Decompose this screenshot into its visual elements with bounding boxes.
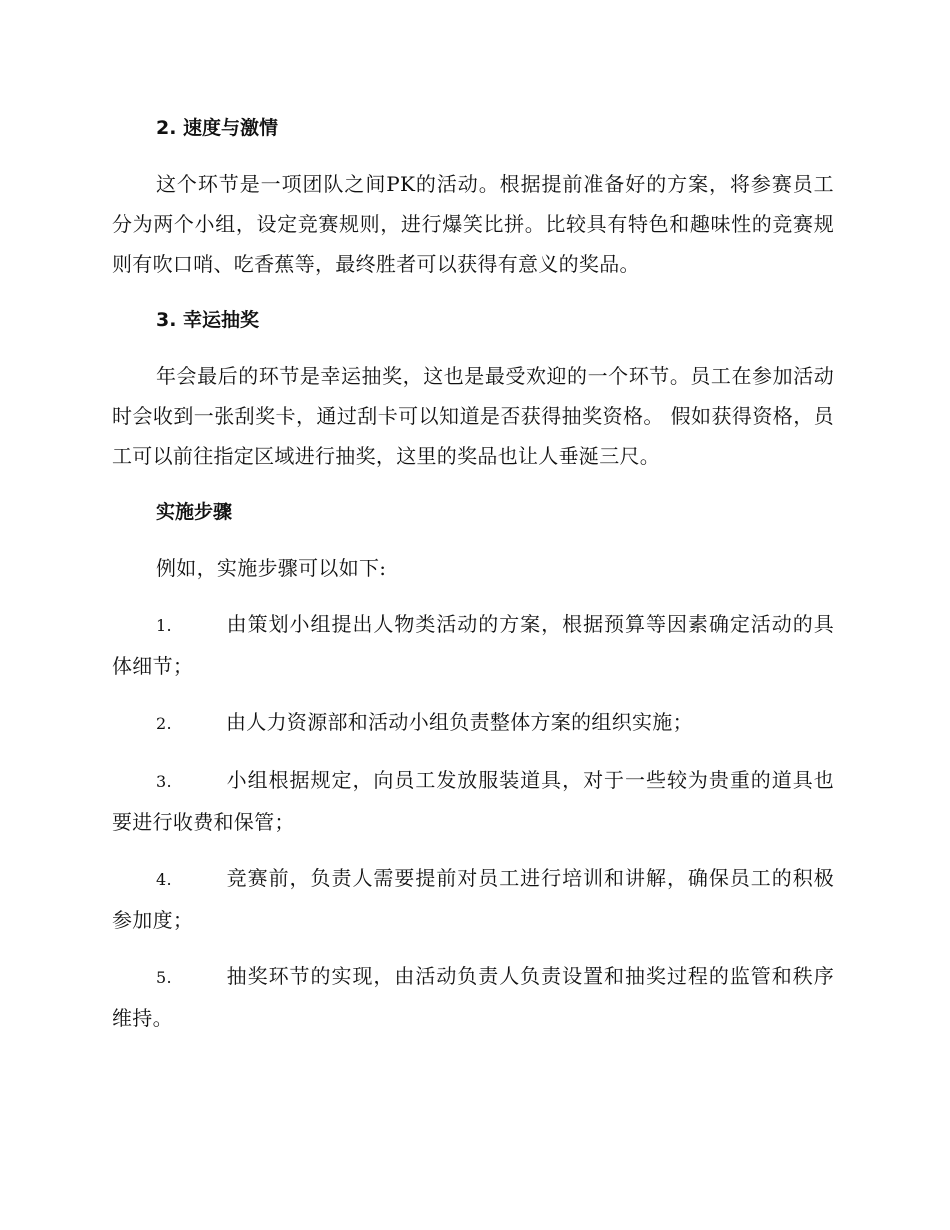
list-text: 由人力资源部和活动小组负责整体方案的组织实施；	[226, 710, 693, 734]
section-heading-lucky-draw: 3. 幸运抽奖	[156, 309, 260, 331]
steps-heading: 实施步骤	[156, 501, 233, 523]
list-number: 2.	[156, 714, 172, 733]
document-page	[112, 108, 834, 1038]
list-number: 1.	[156, 616, 172, 635]
list-item	[112, 956, 834, 1038]
section-paragraph-lucky-draw: 年会最后的环节是幸运抽奖，这也是最受欢迎的一个环节。员工在参加活动时会收到一张刮奖卡，通过刮卡可以知道是否获得抽奖资格。 假如获得资格，员工可以前往指定区域进行抽奖，这里的奖品也让人垂涎三尺。	[112, 364, 834, 468]
list-text: 由策划小组提出人物类活动的方案，根据预算等因素确定活动的具体细节；	[112, 612, 834, 678]
list-item	[112, 604, 834, 686]
list-text: 小组根据规定，向员工发放服装道具，对于一些较为贵重的道具也要进行收费和保管；	[112, 768, 834, 834]
list-number: 3.	[156, 772, 172, 791]
list-item	[112, 702, 834, 744]
list-number: 5.	[156, 968, 172, 987]
section-heading-speed-passion: 2. 速度与激情	[156, 117, 279, 139]
list-item	[112, 760, 834, 842]
list-item	[112, 858, 834, 940]
steps-intro: 例如，实施步骤可以如下:	[156, 556, 387, 580]
list-number: 4.	[156, 870, 172, 889]
list-text: 抽奖环节的实现，由活动负责人负责设置和抽奖过程的监管和秩序维持。	[112, 964, 834, 1030]
section-paragraph-speed-passion: 这个环节是一项团队之间PK的活动。根据提前准备好的方案，将参赛员工分为两个小组，设定竞赛规则，进行爆笑比拼。比较具有特色和趣味性的竞赛规则有吹口哨、吃香蕉等，最终胜者可以获得有意义的奖品。	[112, 172, 834, 276]
list-text: 竞赛前，负责人需要提前对员工进行培训和讲解，确保员工的积极参加度；	[112, 866, 834, 932]
